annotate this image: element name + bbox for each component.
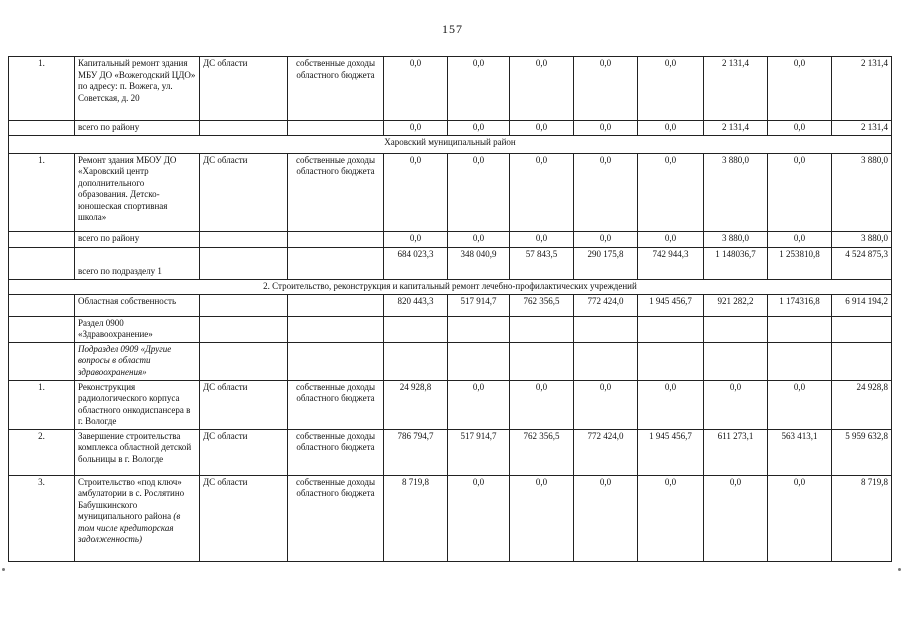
customer-cell (200, 316, 288, 342)
funding-source-cell: собственные доходы областного бюджета (288, 153, 384, 231)
table-row (9, 279, 892, 294)
value-cell: 0,0 (638, 121, 704, 136)
value-cell: 0,0 (384, 121, 448, 136)
budget-table (8, 56, 892, 562)
value-cell: 0,0 (448, 475, 510, 561)
value-cell: 517 914,7 (448, 429, 510, 475)
customer-cell (200, 247, 288, 279)
row-number (9, 121, 75, 136)
customer-cell (200, 294, 288, 316)
object-name-text: Строительство «под ключ» амбулатории в с. Рослятино Бабушкинского муниципального района (78, 476, 185, 521)
page-number: 157 (442, 22, 463, 36)
value-cell: 0,0 (448, 231, 510, 247)
object-name (75, 57, 200, 121)
customer-cell: ДС области (200, 380, 288, 429)
value-cell: 0,0 (510, 475, 574, 561)
value-cell (384, 316, 448, 342)
value-cell: 0,0 (448, 153, 510, 231)
value-cell: 820 443,3 (384, 294, 448, 316)
value-cell: 0,0 (574, 380, 638, 429)
funding-source-cell (288, 342, 384, 380)
funding-source-cell (288, 294, 384, 316)
table-row (9, 429, 892, 475)
value-cell (510, 342, 574, 380)
value-cell: 0,0 (768, 380, 832, 429)
value-cell: 0,0 (638, 57, 704, 121)
row-number: 2. (9, 429, 75, 475)
row-number (9, 247, 75, 279)
total-label: Областная собственность (75, 294, 200, 316)
value-cell: 0,0 (448, 121, 510, 136)
value-cell: 0,0 (704, 475, 768, 561)
value-cell: 3 880,0 (832, 231, 892, 247)
customer-cell (200, 231, 288, 247)
value-cell: 0,0 (510, 121, 574, 136)
value-cell: 3 880,0 (704, 153, 768, 231)
table-row (9, 294, 892, 316)
value-cell: 0,0 (574, 153, 638, 231)
scan-speck (2, 568, 5, 571)
object-name-text: Капитальный ремонт здания МБУ ДО «Вожегодский ЦДО» по адресу: п. Вожега, ул. Советская, д. 20 (78, 58, 196, 103)
value-cell: 2 131,4 (704, 121, 768, 136)
value-cell: 0,0 (768, 121, 832, 136)
row-number (9, 342, 75, 380)
value-cell: 786 794,7 (384, 429, 448, 475)
value-cell: 0,0 (768, 57, 832, 121)
value-cell: 762 356,5 (510, 294, 574, 316)
value-cell: 24 928,8 (384, 380, 448, 429)
value-cell: 57 843,5 (510, 247, 574, 279)
value-cell: 1 174316,8 (768, 294, 832, 316)
funding-source-cell: собственные доходы областного бюджета (288, 475, 384, 561)
value-cell: 0,0 (574, 121, 638, 136)
customer-cell (200, 342, 288, 380)
value-cell (448, 342, 510, 380)
funding-source-cell (288, 121, 384, 136)
funding-source-cell: собственные доходы областного бюджета (288, 429, 384, 475)
value-cell (574, 342, 638, 380)
value-cell: 0,0 (510, 231, 574, 247)
value-cell: 4 524 875,3 (832, 247, 892, 279)
funding-source-cell: собственные доходы областного бюджета (288, 380, 384, 429)
funding-source-cell (288, 231, 384, 247)
object-name-text: Ремонт здания МБОУ ДО «Харовский центр дополнительного образования. Детско-юношеская спортивная школа» (78, 154, 177, 222)
table-row (9, 135, 892, 153)
table-row (9, 57, 892, 121)
classification-label: Подраздел 0909 «Другие вопросы в области здравоохранения» (75, 342, 200, 380)
value-cell: 0,0 (510, 380, 574, 429)
value-cell: 3 880,0 (704, 231, 768, 247)
value-cell: 2 131,4 (832, 57, 892, 121)
value-cell: 1 945 456,7 (638, 294, 704, 316)
table-row (9, 380, 892, 429)
value-cell: 0,0 (638, 231, 704, 247)
row-number: 3. (9, 475, 75, 561)
value-cell: 0,0 (638, 153, 704, 231)
value-cell: 0,0 (384, 57, 448, 121)
object-name-text: Реконструкция радиологического корпуса областного онкодиспансера в г. Вологде (78, 381, 191, 426)
table-row (9, 231, 892, 247)
row-number (9, 294, 75, 316)
table-row (9, 475, 892, 561)
total-label: всего по подразделу 1 (75, 247, 200, 279)
row-number (9, 231, 75, 247)
row-number: 1. (9, 57, 75, 121)
customer-cell (200, 121, 288, 136)
value-cell (832, 342, 892, 380)
object-name-text: Завершение строительства комплекса областной детской больницы в г. Вологде (78, 430, 192, 464)
value-cell (704, 342, 768, 380)
table-row (9, 342, 892, 380)
table-row (9, 316, 892, 342)
table-row (9, 121, 892, 136)
object-name (75, 475, 200, 561)
value-cell (574, 316, 638, 342)
value-cell: 0,0 (638, 380, 704, 429)
value-cell (768, 342, 832, 380)
section-heading: Харовский муниципальный район (9, 135, 892, 153)
value-cell: 563 413,1 (768, 429, 832, 475)
total-label: всего по району (75, 121, 200, 136)
classification-label: Раздел 0900 «Здравоохранение» (75, 316, 200, 342)
value-cell: 517 914,7 (448, 294, 510, 316)
value-cell: 684 023,3 (384, 247, 448, 279)
value-cell: 0,0 (384, 231, 448, 247)
value-cell: 742 944,3 (638, 247, 704, 279)
table-body (9, 57, 892, 562)
value-cell: 1 253810,8 (768, 247, 832, 279)
section-heading: 2. Строительство, реконструкция и капитальный ремонт лечебно-профилактических учреждений (9, 279, 892, 294)
object-name-note: (в том числе кредиторская задолженность) (78, 511, 181, 544)
value-cell: 0,0 (384, 153, 448, 231)
value-cell (704, 316, 768, 342)
customer-cell: ДС области (200, 57, 288, 121)
value-cell: 0,0 (768, 153, 832, 231)
customer-cell: ДС области (200, 429, 288, 475)
value-cell (384, 342, 448, 380)
value-cell: 0,0 (448, 57, 510, 121)
value-cell (768, 316, 832, 342)
value-cell: 0,0 (768, 231, 832, 247)
value-cell: 0,0 (768, 475, 832, 561)
funding-source-cell: собственные доходы областного бюджета (288, 57, 384, 121)
funding-source-cell (288, 247, 384, 279)
value-cell: 772 424,0 (574, 429, 638, 475)
value-cell: 290 175,8 (574, 247, 638, 279)
value-cell: 348 040,9 (448, 247, 510, 279)
value-cell: 3 880,0 (832, 153, 892, 231)
value-cell: 0,0 (510, 57, 574, 121)
value-cell (510, 316, 574, 342)
value-cell (638, 342, 704, 380)
object-name (75, 153, 200, 231)
value-cell: 24 928,8 (832, 380, 892, 429)
value-cell: 2 131,4 (832, 121, 892, 136)
value-cell: 0,0 (638, 475, 704, 561)
table-row (9, 247, 892, 279)
value-cell: 772 424,0 (574, 294, 638, 316)
value-cell: 0,0 (574, 475, 638, 561)
value-cell: 1 148036,7 (704, 247, 768, 279)
value-cell: 1 945 456,7 (638, 429, 704, 475)
customer-cell: ДС области (200, 475, 288, 561)
value-cell: 8 719,8 (384, 475, 448, 561)
table-row (9, 153, 892, 231)
row-number (9, 316, 75, 342)
value-cell: 762 356,5 (510, 429, 574, 475)
value-cell: 0,0 (510, 153, 574, 231)
funding-source-cell (288, 316, 384, 342)
value-cell (832, 316, 892, 342)
total-label: всего по району (75, 231, 200, 247)
value-cell: 0,0 (574, 231, 638, 247)
row-number: 1. (9, 153, 75, 231)
value-cell: 6 914 194,2 (832, 294, 892, 316)
value-cell: 5 959 632,8 (832, 429, 892, 475)
value-cell: 2 131,4 (704, 57, 768, 121)
value-cell: 921 282,2 (704, 294, 768, 316)
object-name (75, 429, 200, 475)
customer-cell: ДС области (200, 153, 288, 231)
value-cell: 8 719,8 (832, 475, 892, 561)
value-cell (448, 316, 510, 342)
value-cell: 0,0 (704, 380, 768, 429)
object-name (75, 380, 200, 429)
value-cell: 0,0 (448, 380, 510, 429)
value-cell: 0,0 (574, 57, 638, 121)
row-number: 1. (9, 380, 75, 429)
value-cell (638, 316, 704, 342)
value-cell: 611 273,1 (704, 429, 768, 475)
scan-speck (898, 568, 901, 571)
